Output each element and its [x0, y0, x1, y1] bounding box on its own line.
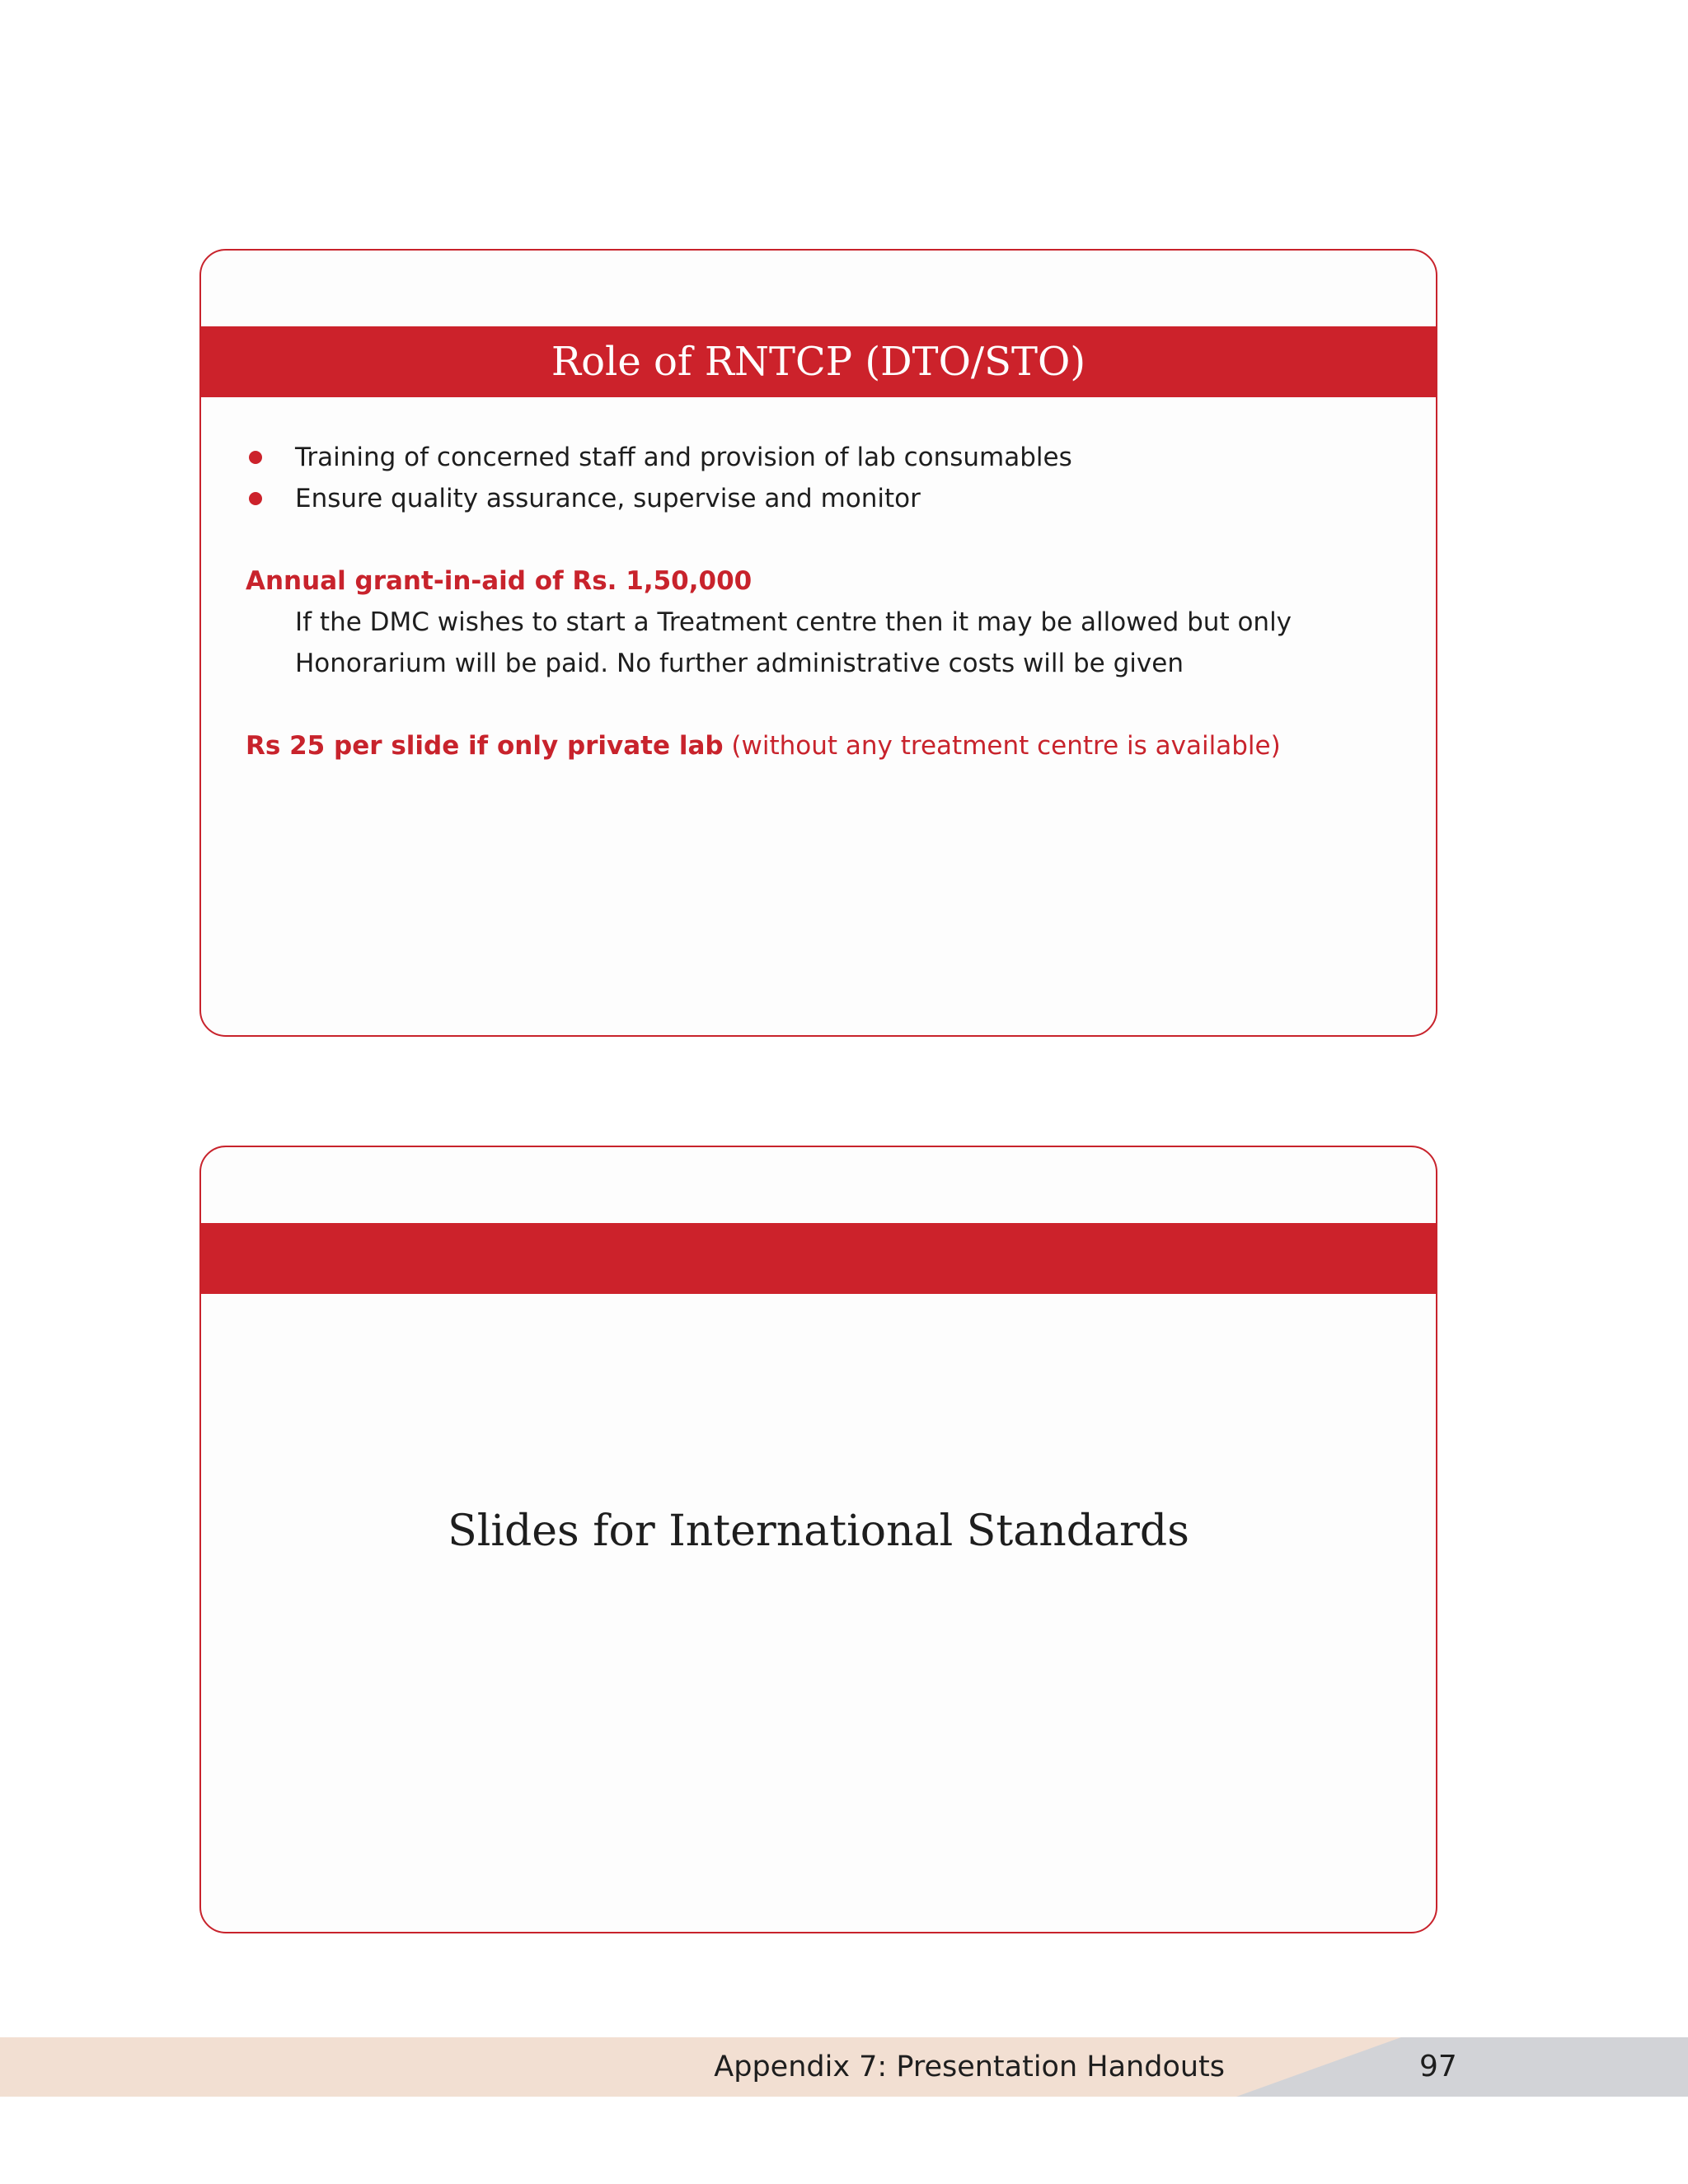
page-footer	[0, 2037, 1688, 2097]
page-number: 97	[1419, 2050, 1457, 2083]
bullet-icon	[249, 492, 262, 505]
payment-note: (without any treatment centre is available)	[731, 731, 1281, 761]
bullet-text: Training of concerned staff and provision of lab consumables	[295, 443, 1072, 472]
grant-text-line: If the DMC wishes to start a Treatment centre then it may be allowed but only	[295, 607, 1292, 637]
bullet-list	[246, 437, 1403, 519]
bullet-text: Ensure quality assurance, supervise and monitor	[295, 484, 921, 513]
grant-heading: Annual grant-in-aid of Rs. 1,50,000	[246, 566, 753, 596]
slide-body	[246, 437, 1403, 766]
grant-text-line: Honorarium will be paid. No further administrative costs will be given	[295, 649, 1184, 678]
slide-title: Role of RNTCP (DTO/STO)	[201, 326, 1436, 397]
grant-text	[246, 602, 1403, 684]
slide-title-band	[201, 1223, 1436, 1294]
footer-label: Appendix 7: Presentation Handouts	[714, 2050, 1225, 2083]
payment-bold: Rs 25 per slide if only private lab	[246, 731, 724, 761]
bullet-item	[246, 437, 1403, 478]
slide-role-of-rntcp	[199, 249, 1437, 1037]
bullet-item	[246, 478, 1403, 519]
bullet-icon	[249, 451, 262, 464]
payment-line	[246, 725, 1403, 766]
slide-international-standards	[199, 1146, 1437, 1933]
section-title: Slides for International Standards	[448, 1507, 1189, 1556]
